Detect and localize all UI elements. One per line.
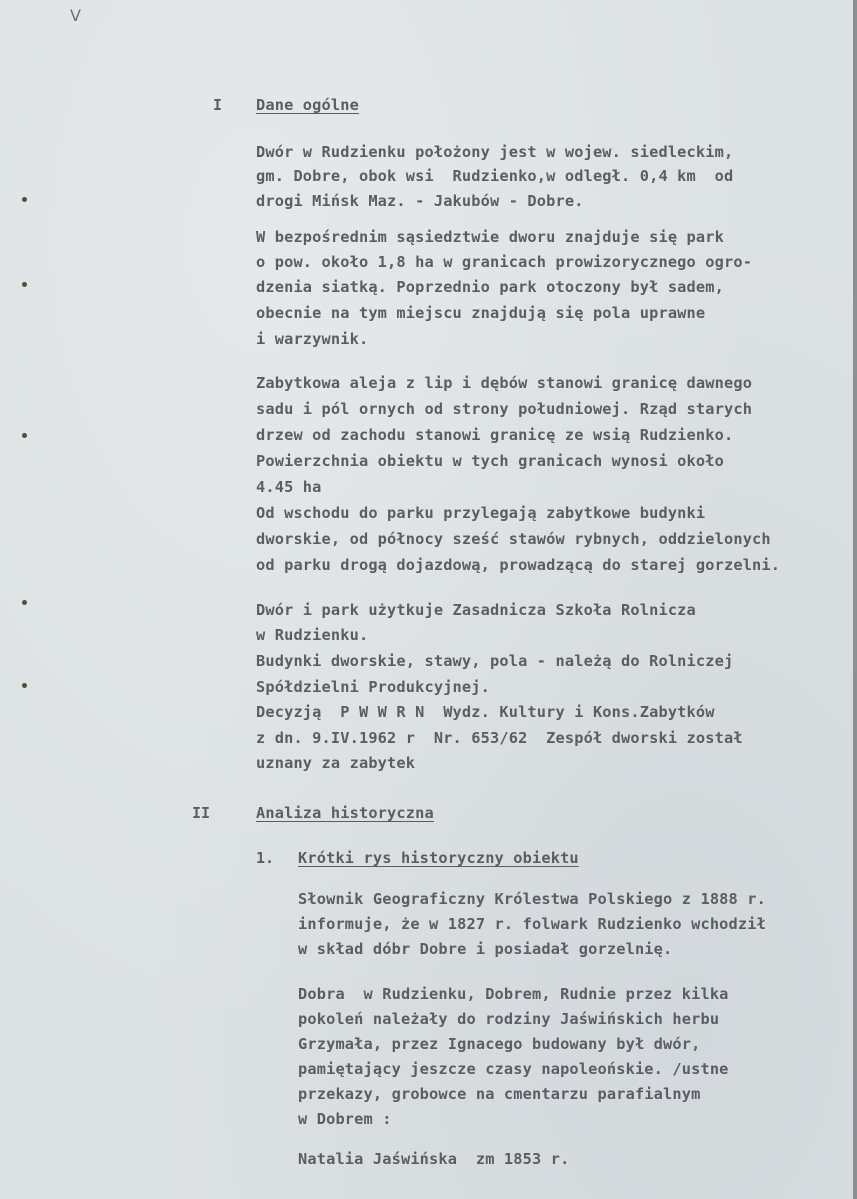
text-line: w skład dóbr Dobre i posiadał gorzelnię. xyxy=(298,940,673,958)
text-line: Powierzchnia obiektu w tych granicach wynosi około xyxy=(256,452,724,470)
section-title: Dane ogólne xyxy=(256,96,359,114)
page-edge-shadow xyxy=(853,0,857,1199)
text-line: Zabytkowa aleja z lip i dębów stanowi granicę dawnego xyxy=(256,374,753,392)
text-line: przekazy, grobowce na cmentarzu parafialnym xyxy=(298,1085,701,1103)
subsection-title: Krótki rys historyczny obiektu xyxy=(298,849,579,867)
text-line: gm. Dobre, obok wsi Rudzienko,w odległ. 0,4 km od xyxy=(256,167,734,185)
section-title: Analiza historyczna xyxy=(256,804,434,822)
text-line: Dobra w Rudzienku, Dobrem, Rudnie przez kilka xyxy=(298,985,729,1003)
section-number: I xyxy=(213,96,223,114)
text-line: Dwór i park użytkuje Zasadnicza Szkoła Rolnicza xyxy=(256,601,696,619)
text-line: W bezpośrednim sąsiedztwie dworu znajduje się park xyxy=(256,228,724,246)
binder-hole xyxy=(22,683,27,688)
subsection-number: 1. xyxy=(256,849,275,867)
text-line: sadu i pól ornych od strony południowej. Rząd starych xyxy=(256,400,753,418)
text-line: Od wschodu do parku przylegają zabytkowe budynki xyxy=(256,504,706,522)
text-line: obecnie na tym miejscu znajdują się pola uprawne xyxy=(256,304,706,322)
text-line: pamiętający jeszcze czasy napoleońskie. /ustne xyxy=(298,1060,729,1078)
text-line: Natalia Jaświńska zm 1853 r. xyxy=(298,1150,570,1168)
text-line: i warzywnik. xyxy=(256,330,369,348)
section-number: II xyxy=(192,804,211,822)
handwritten-mark: V xyxy=(70,6,81,25)
text-line: 4.45 ha xyxy=(256,478,322,496)
text-line: od parku drogą dojazdową, prowadzącą do starej gorzelni. xyxy=(256,556,781,574)
text-line: Dwór w Rudzienku położony jest w wojew. siedleckim, xyxy=(256,143,734,161)
text-line: informuje, że w 1827 r. folwark Rudzienko wchodził xyxy=(298,915,766,933)
binder-hole xyxy=(22,600,27,605)
binder-hole xyxy=(22,197,27,202)
text-line: Spółdzielni Produkcyjnej. xyxy=(256,678,490,696)
text-line: w Dobrem : xyxy=(298,1110,392,1128)
text-line: Grzymała, przez Ignacego budowany był dwór, xyxy=(298,1035,701,1053)
text-line: w Rudzienku. xyxy=(256,626,369,644)
text-line: Budynki dworskie, stawy, pola - należą do Rolniczej xyxy=(256,652,734,670)
binder-hole xyxy=(22,282,27,287)
text-line: uznany za zabytek xyxy=(256,754,416,772)
text-line: drogi Mińsk Maz. - Jakubów - Dobre. xyxy=(256,192,584,210)
text-line: dzenia siatką. Poprzednio park otoczony był sadem, xyxy=(256,278,724,296)
text-line: Decyzją P W W R N Wydz. Kultury i Kons.Zabytków xyxy=(256,703,715,721)
text-line: Słownik Geograficzny Królestwa Polskiego z 1888 r. xyxy=(298,890,766,908)
text-line: pokoleń należały do rodziny Jaświńskich herbu xyxy=(298,1010,720,1028)
binder-hole xyxy=(22,433,27,438)
text-line: o pow. około 1,8 ha w granicach prowizorycznego ogro- xyxy=(256,253,753,271)
text-line: dworskie, od północy sześć stawów rybnych, oddzielonych xyxy=(256,530,771,548)
text-line: drzew od zachodu stanowi granicę ze wsią Rudzienko. xyxy=(256,426,734,444)
text-line: z dn. 9.IV.1962 r Nr. 653/62 Zespół dworski został xyxy=(256,729,743,747)
